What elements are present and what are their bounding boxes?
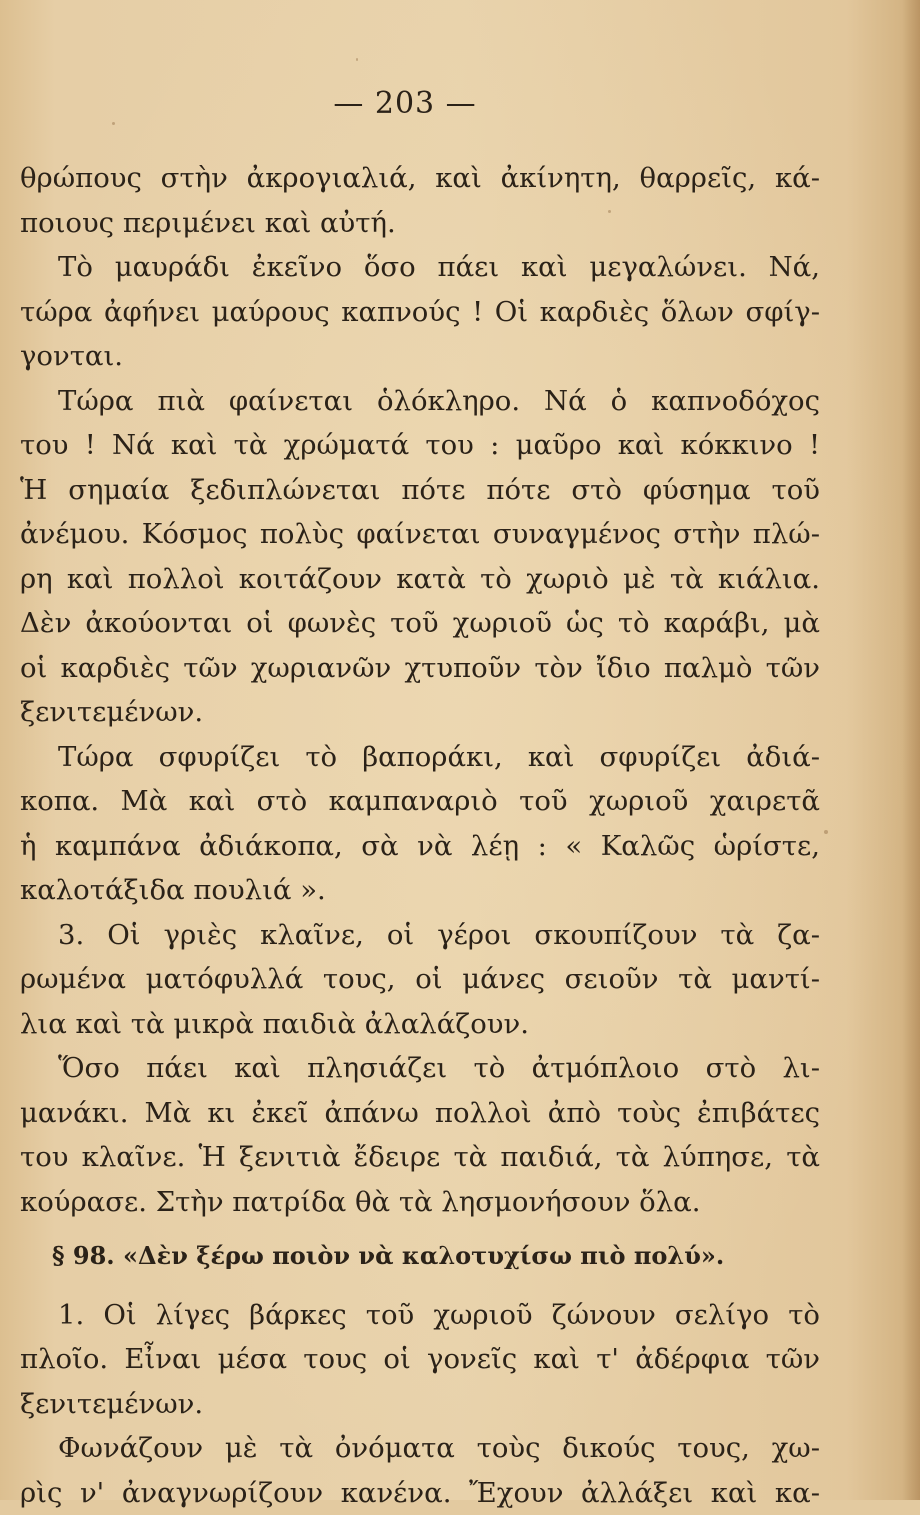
body-text: [20, 156, 820, 1515]
text-line: καλοτάξιδα πουλιά ».: [20, 868, 820, 913]
text-line: ποιους περιμένει καὶ αὐτή.: [20, 201, 820, 246]
text-line: τώρα ἀφήνει μαύρους καπνούς ! Οἱ καρδιὲς ὅλων σφίγ-: [20, 290, 820, 335]
text-line: λια καὶ τὰ μικρὰ παιδιὰ ἀλαλάζουν.: [20, 1002, 820, 1047]
text-line: 3. Οἱ γριὲς κλαῖνε, οἱ γέροι σκουπίζουν τὰ ζα-: [20, 913, 820, 958]
text-line: κούρασε. Στὴν πατρίδα θὰ τὰ λησμονήσουν ὅλα.: [20, 1180, 820, 1225]
text-line: ἡ καμπάνα ἀδιάκοπα, σὰ νὰ λέῃ : « Καλῶς ὡρίστε,: [20, 824, 820, 869]
text-line: Τὸ μαυράδι ἐκεῖνο ὅσο πάει καὶ μεγαλώνει. Νά,: [20, 245, 820, 290]
text-line: ρη καὶ πολλοὶ κοιτάζουν κατὰ τὸ χωριὸ μὲ τὰ κιάλια.: [20, 557, 820, 602]
text-line: ξενιτεμένων.: [20, 690, 820, 735]
text-line: θρώπους στὴν ἀκρογιαλιά, καὶ ἀκίνητη, θαρρεῖς, κά-: [20, 156, 820, 201]
text-line: μανάκι. Μὰ κι ἐκεῖ ἀπάνω πολλοὶ ἀπὸ τοὺς ἐπιβάτες: [20, 1091, 820, 1136]
paper-speck: [112, 122, 115, 125]
page-number: — 203 —: [0, 86, 810, 121]
paragraphs-before-section: [20, 156, 820, 1224]
text-line: κοπα. Μὰ καὶ στὸ καμπαναριὸ τοῦ χωριοῦ χαιρετᾶ: [20, 779, 820, 824]
text-line: του ! Νά καὶ τὰ χρώματά του : μαῦρο καὶ κόκκινο !: [20, 423, 820, 468]
paper-speck: [356, 58, 358, 61]
section-heading: § 98. «Δὲν ξέρω ποιὸν νὰ καλοτυχίσω πιὸ πολύ».: [20, 1234, 820, 1279]
text-line: Τώρα σφυρίζει τὸ βαποράκι, καὶ σφυρίζει ἀδιά-: [20, 735, 820, 780]
text-line: του κλαῖνε. Ἡ ξενιτιὰ ἔδειρε τὰ παιδιά, τὰ λύπησε, τὰ: [20, 1135, 820, 1180]
paragraphs-after-section: [20, 1293, 820, 1515]
text-line: γονται.: [20, 334, 820, 379]
text-line: Τώρα πιὰ φαίνεται ὁλόκληρο. Νά ὁ καπνοδόχος: [20, 379, 820, 424]
text-line: οἱ καρδιὲς τῶν χωριανῶν χτυποῦν τὸν ἴδιο παλμὸ τῶν: [20, 646, 820, 691]
text-line: πλοῖο. Εἶναι μέσα τους οἱ γονεῖς καὶ τ' ἀδέρφια τῶν: [20, 1337, 820, 1382]
text-line: Ὅσο πάει καὶ πλησιάζει τὸ ἀτμόπλοιο στὸ λι-: [20, 1046, 820, 1091]
page-edge-shadow: [902, 0, 920, 1500]
text-line: ξενιτεμένων.: [20, 1382, 820, 1427]
text-line: ρὶς ν' ἀναγνωρίζουν κανένα. Ἔχουν ἀλλάξει καὶ κα-: [20, 1471, 820, 1515]
text-line: ἀνέμου. Κόσμος πολὺς φαίνεται συναγμένος στὴν πλώ-: [20, 512, 820, 557]
text-line: 1. Οἱ λίγες βάρκες τοῦ χωριοῦ ζώνουν σελίγο τὸ: [20, 1293, 820, 1338]
text-line: ρωμένα ματόφυλλά τους, οἱ μάνες σειοῦν τὰ μαντί-: [20, 957, 820, 1002]
text-line: Ἡ σημαία ξεδιπλώνεται πότε πότε στὸ φύσημα τοῦ: [20, 468, 820, 513]
paper-speck: [824, 830, 828, 834]
text-line: Φωνάζουν μὲ τὰ ὀνόματα τοὺς δικούς τους, χω-: [20, 1426, 820, 1471]
text-line: Δὲν ἀκούονται οἱ φωνὲς τοῦ χωριοῦ ὡς τὸ καράβι, μὰ: [20, 601, 820, 646]
